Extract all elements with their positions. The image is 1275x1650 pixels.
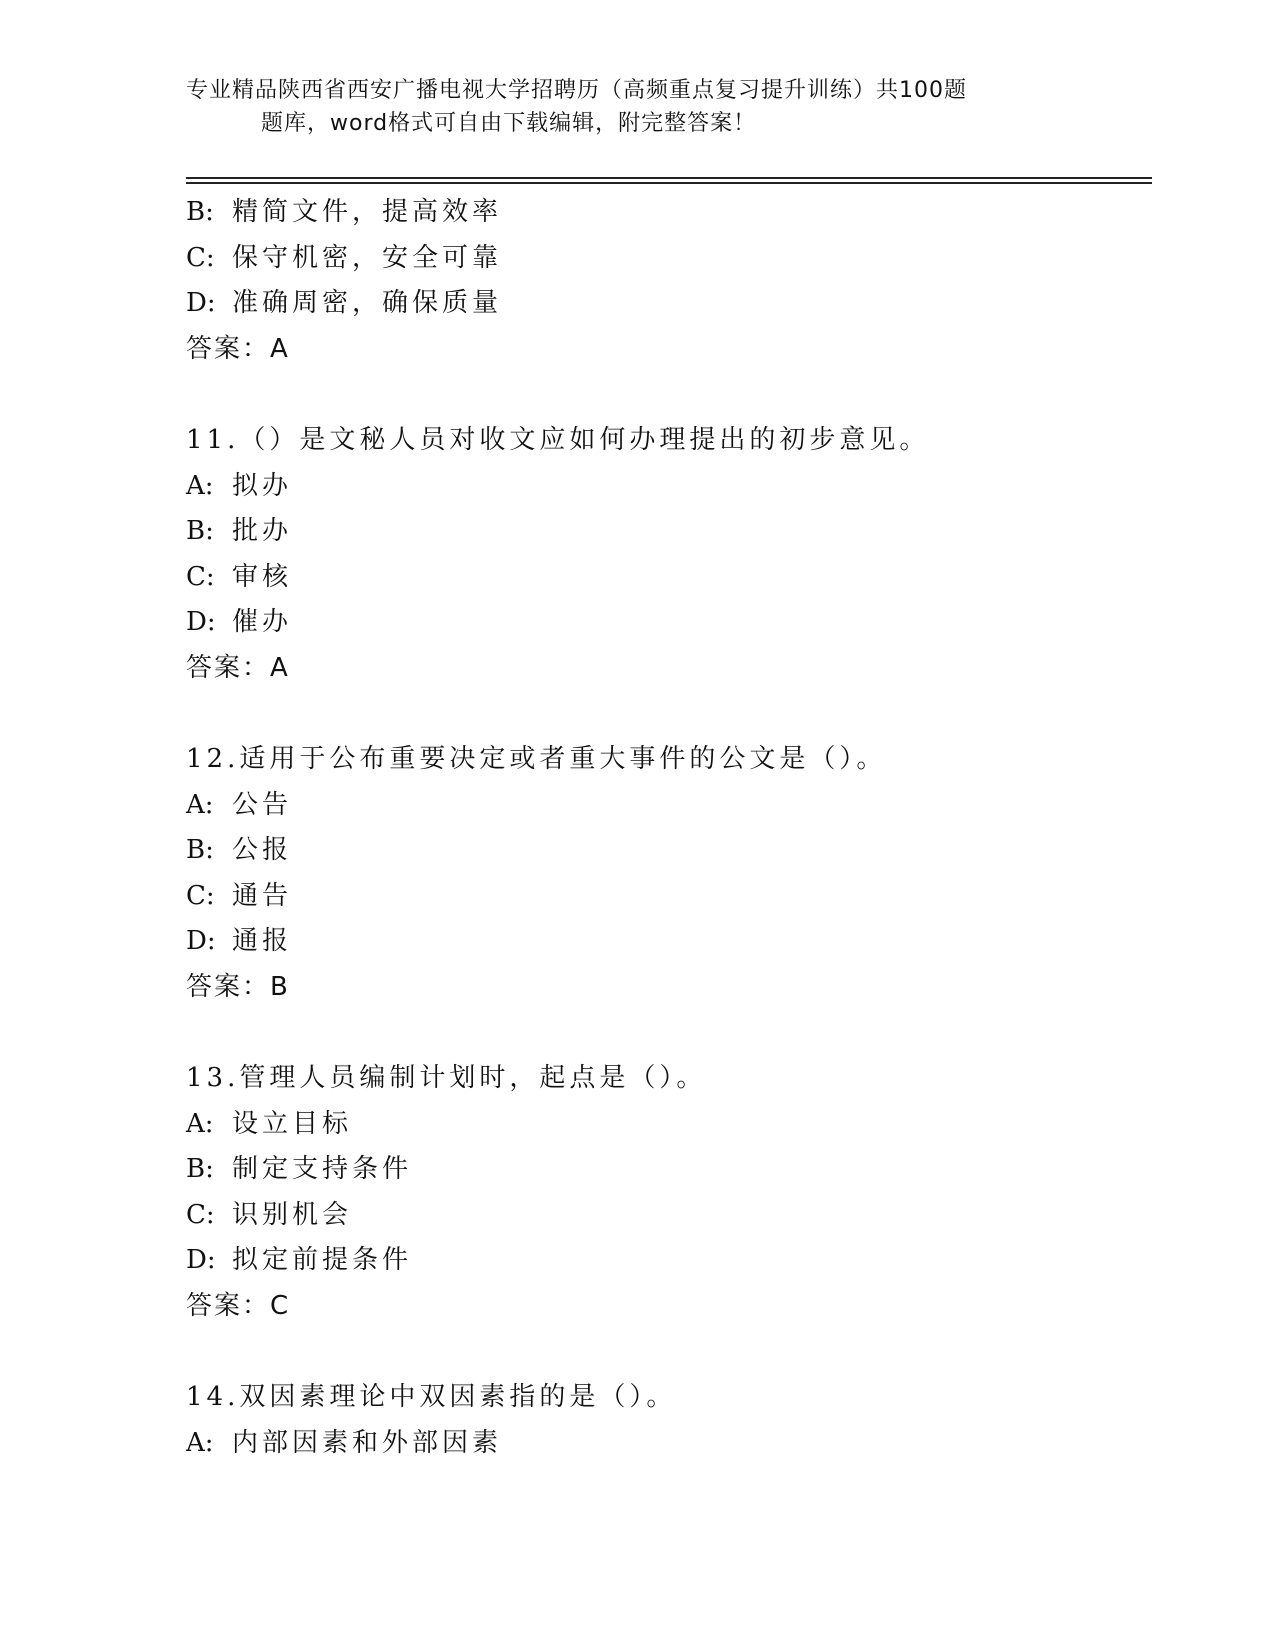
option-c (186, 236, 1152, 282)
answer-line: 答案：C (186, 1290, 291, 1321)
option-b (186, 190, 1152, 236)
option-b (186, 828, 1152, 874)
option-key: B: (186, 1154, 214, 1184)
header-divider-bottom (186, 182, 1152, 184)
option-a (186, 464, 1152, 510)
document-header (186, 74, 1066, 140)
question-block-11 (186, 418, 1152, 691)
option-text: 催办 (232, 607, 293, 637)
option-key: B: (186, 835, 214, 865)
option-c (186, 1193, 1152, 1239)
option-text: 通告 (232, 880, 293, 911)
option-d (186, 600, 1152, 646)
document-title-line-1: 专业精品陕西省西安广播电视大学招聘历（高频重点复习提升训练）共100题 (186, 78, 967, 103)
question-block-12 (186, 737, 1152, 1010)
question-block-13 (186, 1056, 1152, 1329)
answer-line: 答案：A (186, 333, 290, 364)
option-text: 准确周密，确保质量 (232, 288, 503, 318)
option-key: A: (186, 789, 214, 820)
option-text: 公告 (232, 789, 293, 820)
option-key: A: (186, 1427, 214, 1458)
option-d (186, 281, 1152, 327)
option-text: 内部因素和外部因素 (232, 1427, 503, 1458)
option-a (186, 1421, 1152, 1467)
option-text: 公报 (232, 835, 293, 865)
question-stem: 13.管理人员编制计划时，起点是（）。 (186, 1063, 707, 1093)
option-text: 审核 (232, 561, 293, 592)
option-d (186, 919, 1152, 965)
option-key: C: (186, 242, 215, 273)
option-key: B: (186, 197, 214, 227)
option-text: 保守机密，安全可靠 (232, 242, 503, 273)
option-c (186, 555, 1152, 601)
answer-line: 答案：B (186, 971, 290, 1002)
option-key: D: (186, 607, 216, 637)
option-text: 通报 (232, 926, 293, 956)
option-text: 制定支持条件 (232, 1154, 413, 1184)
header-divider-top (186, 177, 1152, 179)
option-key: A: (186, 1108, 214, 1139)
option-text: 识别机会 (232, 1199, 353, 1230)
question-block-14 (186, 1375, 1152, 1466)
question-stem: 14.双因素理论中双因素指的是（）。 (186, 1382, 677, 1412)
question-list (186, 190, 1152, 1466)
option-text: 拟定前提条件 (232, 1245, 413, 1275)
option-key: C: (186, 1199, 215, 1230)
option-b (186, 509, 1152, 555)
option-key: C: (186, 561, 215, 592)
option-a (186, 783, 1152, 829)
option-key: D: (186, 288, 216, 318)
answer-line: 答案：A (186, 652, 290, 683)
option-d (186, 1238, 1152, 1284)
option-text: 拟办 (232, 470, 293, 501)
option-a (186, 1102, 1152, 1148)
question-stem: 11.（）是文秘人员对收文应如何办理提出的初步意见。 (186, 425, 930, 455)
option-b (186, 1147, 1152, 1193)
option-key: C: (186, 880, 215, 911)
option-c (186, 874, 1152, 920)
option-text: 精简文件，提高效率 (232, 197, 503, 227)
option-key: D: (186, 1245, 216, 1275)
option-text: 批办 (232, 516, 293, 546)
option-text: 设立目标 (232, 1108, 353, 1139)
document-title-line-2: 题库，word格式可自由下载编辑，附完整答案！ (261, 111, 757, 136)
question-block-carryover (186, 190, 1152, 372)
option-key: D: (186, 926, 216, 956)
question-stem: 12.适用于公布重要决定或者重大事件的公文是（）。 (186, 744, 887, 774)
option-key: B: (186, 516, 214, 546)
option-key: A: (186, 470, 214, 501)
